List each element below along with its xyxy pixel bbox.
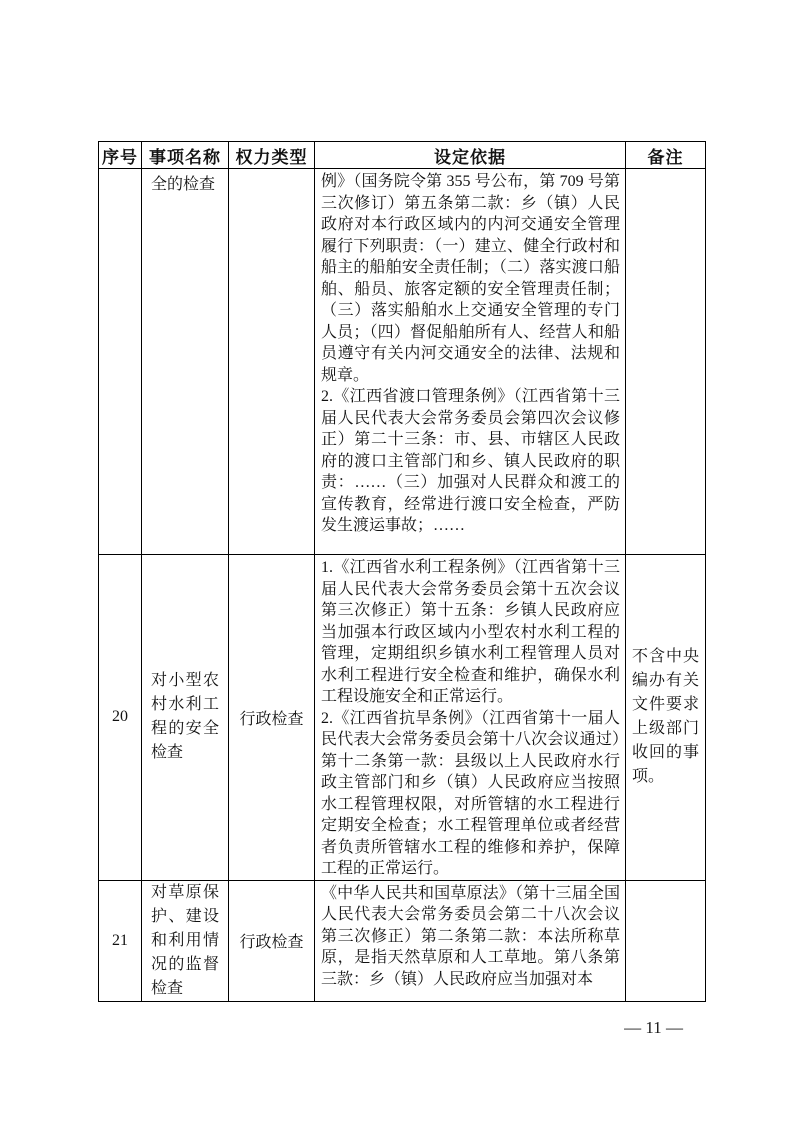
authority-items-table: [98, 141, 706, 1002]
column-header-0: 序号: [99, 142, 142, 169]
table-row: [99, 169, 706, 555]
basis-paragraph: 2.《江西省抗旱条例》（江西省第十一届人民代表大会常务委员会第十八次会议通过）第十二条第一款：县级以上人民政府水行政主管部门和乡（镇）人民政府应当按照水工程管理权限，对所管辖的水工程进行定期安全检查；水工程管理单位或者经营者负责所管辖水工程的维修和养护，保障工程的正常运行。: [321, 709, 620, 877]
page-number: — 11 —: [624, 1017, 683, 1037]
item-name-cell: 对小型农村水利工程的安全检查: [142, 555, 229, 881]
basis-cell: [315, 880, 626, 1001]
basis-paragraph: 2.《江西省渡口管理条例》（江西省第十三届人民代表大会常务委员会第四次会议修正）第二十三条：市、县、市辖区人民政府的渡口主管部门和乡、镇人民政府的职责：……（三）加强对人民群众和渡工的宣传教育，经常进行渡口安全检查，严防发生渡运事故；……: [321, 388, 620, 534]
basis-paragraph: 《中华人民共和国草原法》（第十三届全国人民代表大会常务委员会第二十八次会议第三次修正）第二条第二款：本法所称草原，是指天然草原和人工草地。第八条第三款：乡（镇）人民政府应当加强对本: [321, 884, 620, 988]
seq-cell: [99, 169, 142, 555]
table-header-row: [99, 142, 706, 169]
power-type-cell: [229, 169, 315, 555]
column-header-4: 备注: [626, 142, 706, 169]
item-name-cell: 全的检查: [142, 169, 229, 555]
table-row: [99, 555, 706, 881]
remark-cell: [626, 880, 706, 1001]
basis-paragraph: 1.《江西省水利工程条例》（江西省第十三届人民代表大会常务委员会第十五次会议第三次修正）第十五条：乡镇人民政府应当加强本行政区域内小型农村水利工程的管理，定期组织乡镇水利工程管理人员对水利工程进行安全检查和维护，确保水利工程设施安全和正常运行。: [321, 559, 620, 705]
power-type-cell: 行政检查: [229, 880, 315, 1001]
seq-cell: 21: [99, 880, 142, 1001]
item-name-cell: 对草原保护、建设和利用情况的监督检查: [142, 880, 229, 1001]
basis-paragraph: 例》（国务院令第 355 号公布，第 709 号第三次修订）第五条第二款：乡（镇）人民政府对本行政区域内的内河交通安全管理履行下列职责：（一）建立、健全行政村和船主的船舶安全责任制；（二）落实渡口船舶、船员、旅客定额的安全管理责任制；（三）落实船舶水上交通安全管理的专门人员；（四）督促船舶所有人、经营人和船员遵守有关内河交通安全的法律、法规和规章。: [321, 173, 620, 384]
power-type-cell: 行政检查: [229, 555, 315, 881]
column-header-3: 设定依据: [315, 142, 626, 169]
remark-cell: [626, 169, 706, 555]
column-header-2: 权力类型: [229, 142, 315, 169]
basis-cell: [315, 555, 626, 881]
remark-cell: 不含中央编办有关文件要求上级部门收回的事项。: [626, 555, 706, 881]
basis-cell: [315, 169, 626, 555]
seq-cell: 20: [99, 555, 142, 881]
table-row: [99, 880, 706, 1001]
column-header-1: 事项名称: [142, 142, 229, 169]
